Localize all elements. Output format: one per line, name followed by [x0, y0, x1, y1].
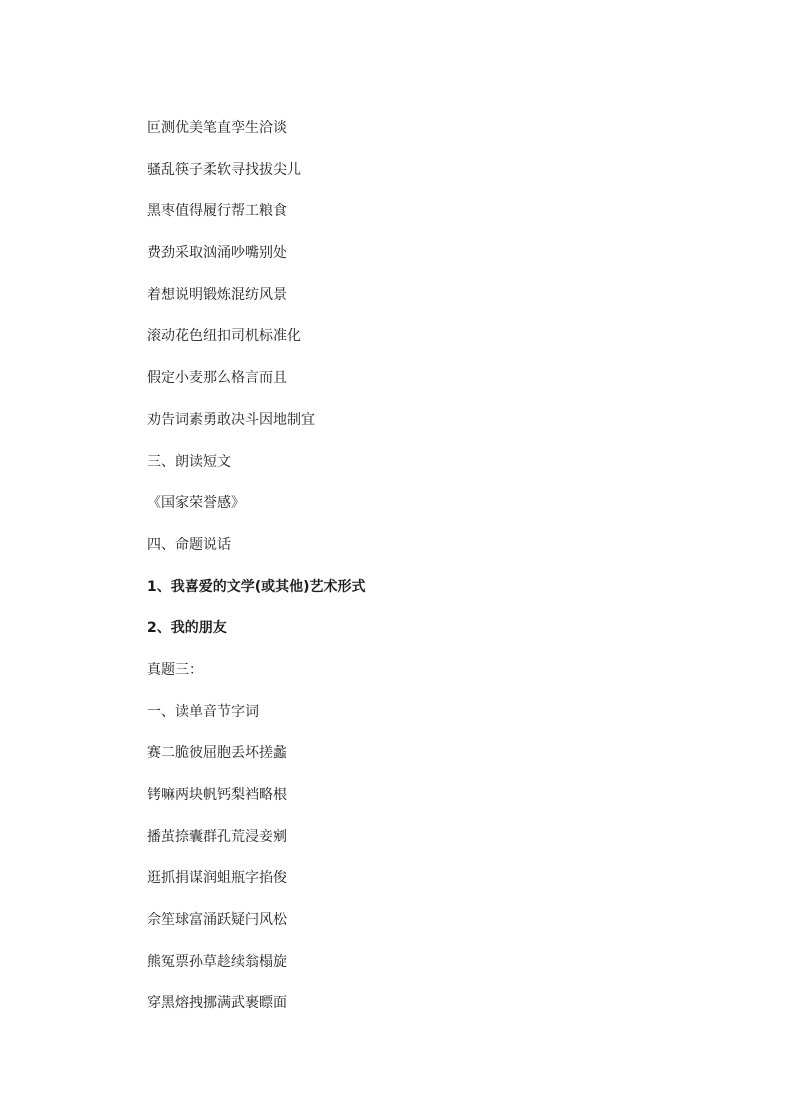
- word-line: 骚乱筷子柔软寻找拔尖儿: [147, 161, 301, 178]
- section-heading-single-syllable: 一、读单音节字词: [147, 703, 259, 720]
- exam-set-heading: 真题三：: [147, 661, 203, 678]
- character-line: 熊冤票孙草趁续翁榻旋: [147, 953, 287, 970]
- section-heading-speaking: 四、命题说话: [147, 536, 231, 553]
- speaking-topic-2: 2、我的朋友: [147, 620, 227, 637]
- word-line: 黑枣值得履行帮工粮食: [147, 203, 287, 220]
- word-line: 滚动花色纽扣司机标准化: [147, 328, 301, 345]
- character-line: 赛二脆彼屈胞丢坏搓蠡: [147, 745, 287, 762]
- word-line: 着想说明锻炼混纺风景: [147, 286, 287, 303]
- character-line: 播茧捺囊群孔荒浸妾剜: [147, 828, 287, 845]
- character-line: 逛抓捐谋润蛆瓶字掐俊: [147, 870, 287, 887]
- section-heading-reading: 三、朗读短文: [147, 453, 231, 470]
- character-line: 穿黑熔拽挪满武裹瞟面: [147, 995, 287, 1012]
- character-line: 佘笙球富涌跃疑闩风松: [147, 912, 287, 929]
- word-line: 假定小麦那么格言而且: [147, 370, 287, 387]
- character-line: 铐嘛两块帆钙梨裆略根: [147, 787, 287, 803]
- word-line: 费劲采取汹涌吵嘴别处: [147, 245, 287, 262]
- word-line: 叵测优美笔直孪生洽谈: [147, 120, 287, 136]
- word-line: 劝告词素勇敢决斗因地制宜: [147, 411, 315, 428]
- document-body: [147, 115, 707, 1032]
- reading-title: 《国家荣誉感》: [147, 495, 245, 512]
- speaking-topic-1: 1、我喜爱的文学(或其他)艺术形式: [147, 578, 366, 595]
